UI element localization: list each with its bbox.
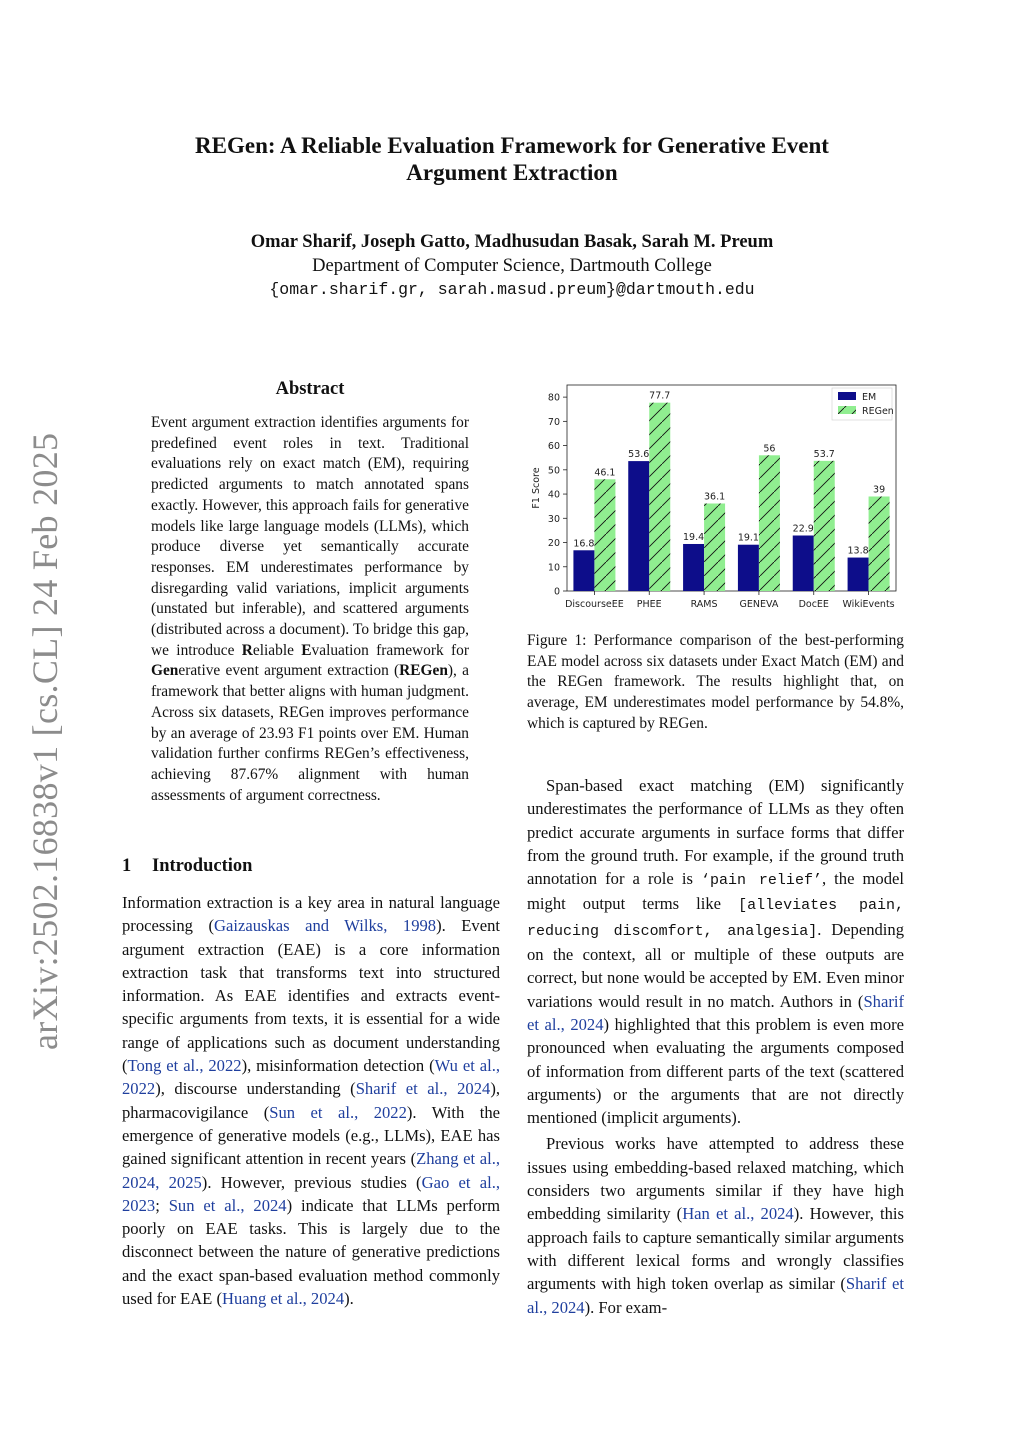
author-emails: {omar.sharif.gr, sarah.masud.preum}@dartmouth.edu xyxy=(269,280,755,299)
bar-regen-hatch xyxy=(594,479,615,591)
body-text: , the model might output terms like xyxy=(527,869,904,914)
x-tick-label: DocEE xyxy=(798,599,829,610)
citation-link[interactable]: Sharif et al., 2024 xyxy=(355,1079,491,1099)
paragraph xyxy=(527,774,904,1129)
abstract-heading: Abstract xyxy=(275,379,345,399)
author-block xyxy=(140,230,884,302)
bar-regen-hatch xyxy=(814,461,835,591)
data-label-regen: 56 xyxy=(763,443,776,455)
citation-link[interactable]: Sun et al., 2022 xyxy=(269,1102,407,1122)
body-text: ). For exam- xyxy=(584,1297,668,1317)
citation-link[interactable]: Huang et al., 2024 xyxy=(222,1289,345,1309)
citation-link[interactable]: Sharif et al., 2024 xyxy=(527,991,904,1034)
y-tick-label: 80 xyxy=(547,392,560,404)
citation-link[interactable]: Gaizauskas and Wilks, 1998 xyxy=(214,916,437,936)
abstract-text: erative event argument extraction ( xyxy=(178,662,400,680)
legend-swatch-regen-hatch xyxy=(838,406,856,414)
x-tick-label: RAMS xyxy=(690,599,718,610)
data-label-em: 13.8 xyxy=(847,545,869,557)
abstract-text: valuation framework for xyxy=(311,641,469,659)
y-tick-label: 40 xyxy=(547,489,560,501)
code-span: ‘pain relief’ xyxy=(701,872,822,890)
body-text: ) highlighted that this problem is even more pronounced when evaluating the arguments composed of information from different parts of the text (scattered arguments) or the arguments that are not directly mentioned (implicit arguments). xyxy=(527,1014,905,1128)
data-label-regen: 39 xyxy=(873,484,886,496)
data-label-em: 19.4 xyxy=(683,531,705,543)
citation-link[interactable]: Tong et al., 2022 xyxy=(127,1056,242,1076)
paragraph xyxy=(527,1132,904,1318)
intro-text: ), pharmacovigilance ( xyxy=(122,1079,500,1122)
code-span: [alleviates pain, reducing discomfort, analgesia] xyxy=(527,897,904,940)
bar-chart xyxy=(522,380,904,620)
section-heading xyxy=(122,856,252,877)
abstract-text: eliable xyxy=(252,641,302,659)
bar-regen-hatch xyxy=(704,504,725,591)
abstract-body xyxy=(151,413,469,806)
bar-em xyxy=(793,536,814,591)
citation-link[interactable]: Wu et al., 2022 xyxy=(122,1056,501,1099)
bar-regen-hatch xyxy=(869,496,890,591)
affiliation: Department of Computer Science, Dartmouth College xyxy=(312,256,712,276)
abstract-text: Event argument extraction identifies arguments for predefined event roles in text. Traditional evaluations rely on exact match (EM), requiring predicted arguments to match annotated spans exactly. However, this approach fails for generative models like large language models (LLMs), which produce diverse yet semantically accurate responses. EM underestimates performance by disregarding valid variations, implicit arguments (unstated but inferable), and scattered arguments (distributed across a document). To bridge this gap, we introduce xyxy=(151,414,469,659)
introduction-text xyxy=(122,891,500,1310)
abstract-bold-r: R xyxy=(241,641,253,659)
arxiv-identifier: arXiv:2502.16838v1 [cs.CL] 24 Feb 2025 xyxy=(25,432,65,1050)
bar-regen-hatch xyxy=(759,455,780,591)
abstract-bold-gen: Gen xyxy=(151,662,179,680)
bar-em xyxy=(683,544,704,591)
x-tick-label: WikiEvents xyxy=(842,599,895,610)
intro-text: ), misinformation detection ( xyxy=(241,1056,435,1076)
data-label-regen: 53.7 xyxy=(813,448,835,460)
title-line-2: Argument Extraction xyxy=(406,160,618,185)
y-axis-label: F1 Score xyxy=(531,467,542,509)
figure-caption: Figure 1: Performance comparison of the best-performing EAE model across six datasets under Exact Match (EM) and the REGen framework. The results highlight that, on average, EM underestimates model performance by 54.8%, which is captured by REGen. xyxy=(527,632,904,732)
data-label-em: 53.6 xyxy=(628,449,650,461)
x-tick-label: DiscourseEE xyxy=(565,599,624,610)
body-text: ). However, this approach fails to capture semantically similar arguments with different lexical forms and wrongly classifies arguments with high token overlap as similar ( xyxy=(527,1204,904,1294)
intro-text: Information extraction is a key area in natural language processing ( xyxy=(122,893,500,936)
citation-link[interactable]: Sun et al., 2024 xyxy=(168,1195,287,1215)
legend-label-em: EM xyxy=(862,392,877,403)
bar-em xyxy=(848,558,869,591)
x-tick-label: PHEE xyxy=(636,599,662,610)
paper-title xyxy=(140,132,884,186)
data-label-regen: 77.7 xyxy=(649,390,671,402)
abstract-text: ), a framework that better aligns with human judgment. Across six datasets, REGen improves performance by an average of 23.93 F1 points over EM. Human validation further confirms REGen’s effectiveness, achieving 87.67% alignment with human assessments of argument correctness. xyxy=(151,662,469,804)
y-tick-label: 30 xyxy=(547,513,560,525)
figure-1-chart xyxy=(522,380,904,620)
legend-swatch-em xyxy=(838,392,856,400)
data-label-em: 19.1 xyxy=(737,532,759,544)
y-tick-label: 20 xyxy=(547,538,560,550)
y-tick-label: 70 xyxy=(547,416,560,428)
y-tick-label: 60 xyxy=(547,441,560,453)
intro-text: ). However, previous studies ( xyxy=(201,1172,422,1192)
bar-em xyxy=(628,461,649,591)
section-title: Introduction xyxy=(152,856,253,876)
abstract-bold-regen: REGen xyxy=(399,662,448,680)
intro-text: ) indicate that LLMs perform poorly on EAE tasks. This is largely due to the disconnect between the nature of generative predictions and the exact span-based evaluation method commonly used for EAE ( xyxy=(122,1195,501,1309)
intro-text: ). With the emergence of generative models (e.g., LLMs), EAE has gained significant attention in recent years ( xyxy=(122,1102,500,1169)
y-tick-label: 10 xyxy=(547,562,560,574)
x-tick-label: GENEVA xyxy=(739,599,779,610)
body-text: Span-based exact matching (EM) significantly underestimates the performance of LLMs as they often predict accurate arguments in surface forms that differ from the ground truth. For example, if the ground truth annotation for a role is xyxy=(527,776,904,889)
body-text: . Depending on the context, all or multiple of these outputs are correct, but none would be accepted by EM. Even minor variations would result in no match. Authors in ( xyxy=(527,919,905,1011)
intro-text: ), discourse understanding ( xyxy=(155,1079,356,1099)
citation-link[interactable]: Han et al., 2024 xyxy=(682,1204,794,1224)
citation-link[interactable]: Gao et al., 2023 xyxy=(122,1172,501,1215)
right-column-text xyxy=(527,774,904,1319)
citation-link[interactable]: Sharif et al., 2024 xyxy=(527,1274,904,1317)
intro-text: ). Event argument extraction (EAE) is a core information extraction task that transforms text into structured information. As EAE identifies and extracts event-specific arguments from texts, it is essential for a wide range of applications such as document understanding ( xyxy=(122,916,500,1076)
legend-label-regen: REGen xyxy=(862,406,894,417)
citation-link[interactable]: Zhang et al., 2024, 2025 xyxy=(122,1149,501,1192)
author-names: Omar Sharif, Joseph Gatto, Madhusudan Basak, Sarah M. Preum xyxy=(250,232,774,252)
intro-text: ). xyxy=(344,1289,354,1309)
y-tick-label: 0 xyxy=(553,586,560,598)
data-label-regen: 46.1 xyxy=(594,467,616,479)
data-label-em: 16.8 xyxy=(573,538,595,550)
bar-em xyxy=(738,545,759,591)
body-text: Previous works have attempted to address these issues using embedding-based relaxed matching, which considers two arguments similar if they have high embedding similarity ( xyxy=(527,1134,904,1224)
section-number: 1 xyxy=(122,856,132,876)
data-label-regen: 36.1 xyxy=(704,491,726,503)
data-label-em: 22.9 xyxy=(792,523,814,535)
bar-regen-hatch xyxy=(649,403,670,591)
y-tick-label: 50 xyxy=(547,465,560,477)
bar-em xyxy=(573,550,594,591)
intro-text: ; xyxy=(155,1195,169,1215)
abstract-bold-e: E xyxy=(301,641,312,659)
title-line-1: REGen: A Reliable Evaluation Framework for Generative Event xyxy=(195,133,829,158)
